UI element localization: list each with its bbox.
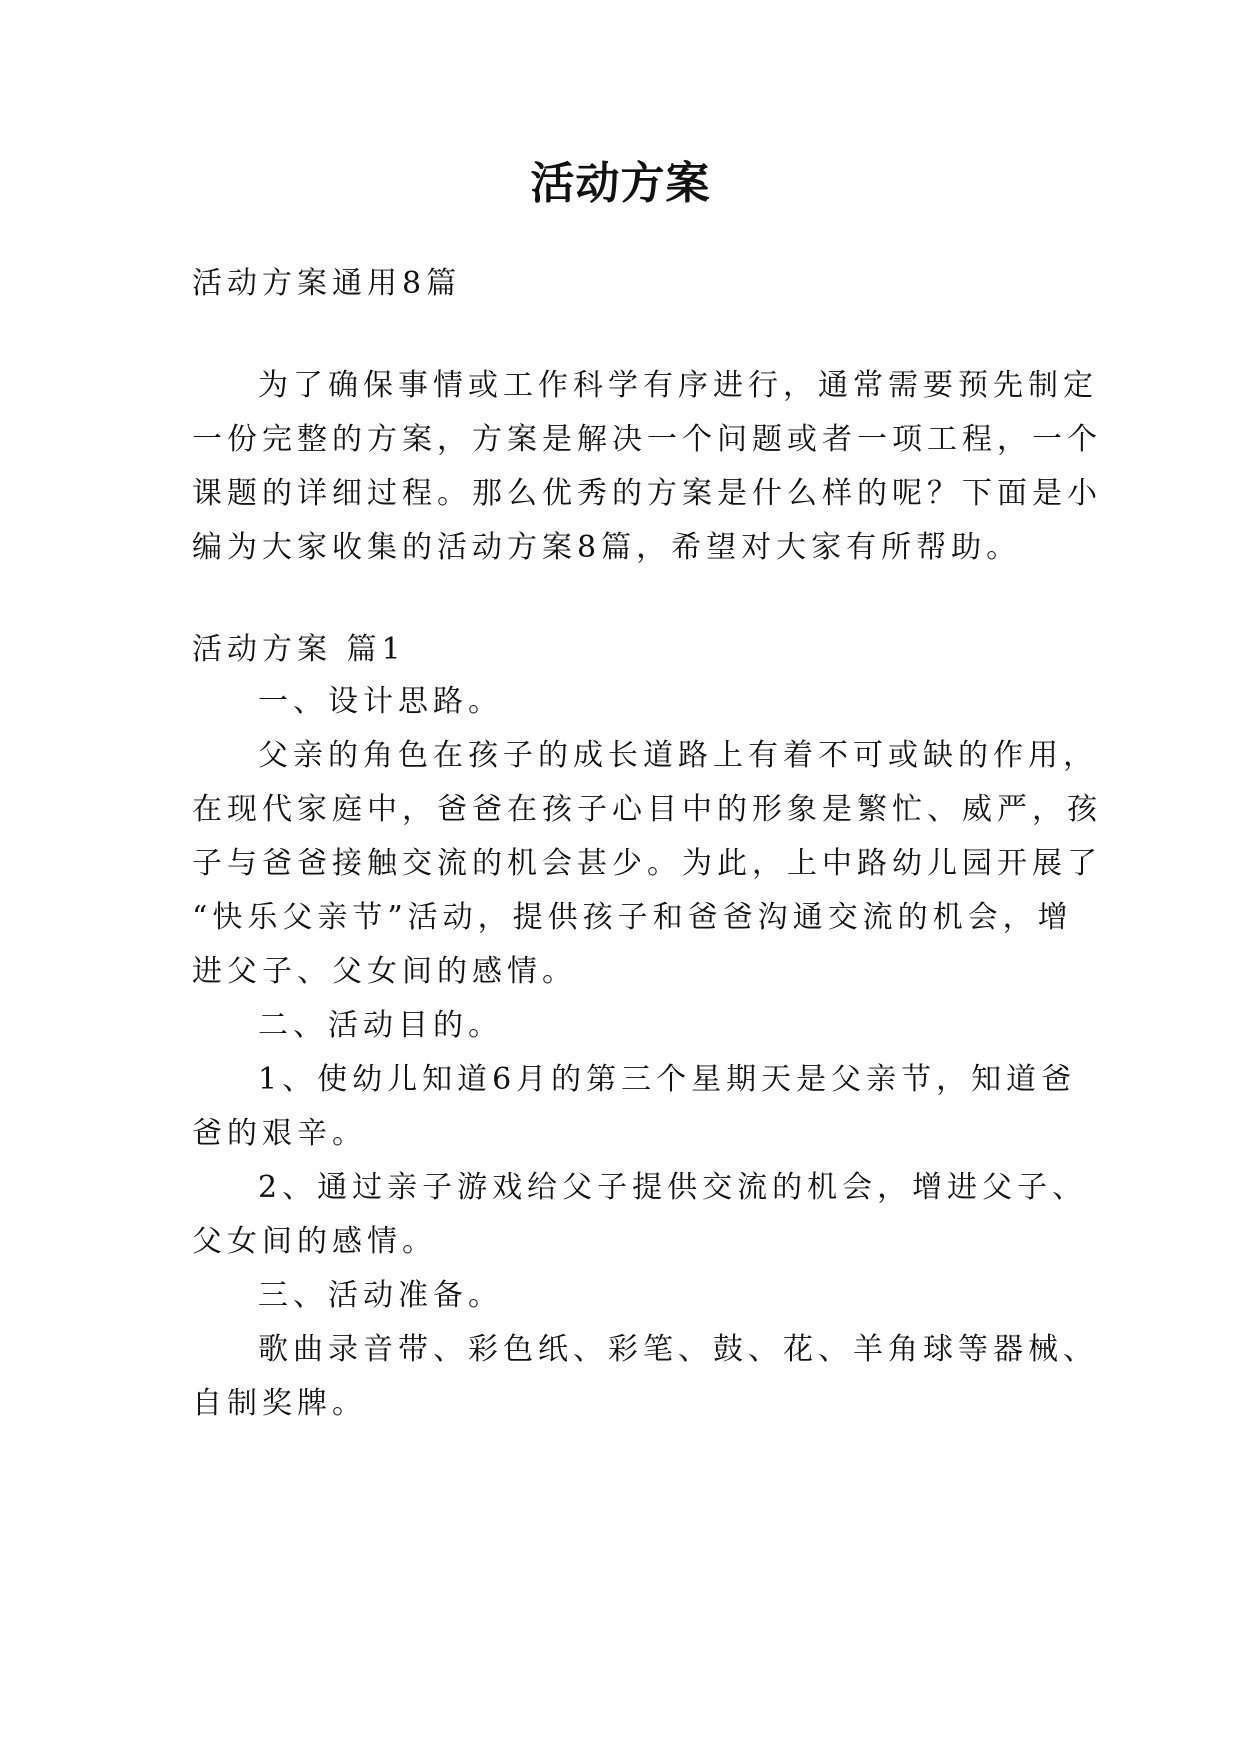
body-line: 进父子、父女间的感情。 bbox=[192, 954, 577, 989]
body-line: 二、活动目的。 bbox=[258, 1008, 503, 1043]
body-line: “快乐父亲节”活动，提供孩子和爸爸沟通交流的机会，增 bbox=[192, 900, 1073, 935]
body-line: 2、通过亲子游戏给父子提供交流的机会，增进父子、 bbox=[258, 1170, 1088, 1205]
intro-line: 课题的详细过程。那么优秀的方案是什么样的呢？下面是小 bbox=[192, 476, 1102, 511]
body-line: 子与爸爸接触交流的机会甚少。为此，上中路幼儿园开展了 bbox=[192, 846, 1102, 881]
body-line: 父亲的角色在孩子的成长道路上有着不可或缺的作用， bbox=[258, 738, 1098, 773]
body-line: 爸的艰辛。 bbox=[192, 1116, 367, 1151]
body-line: 在现代家庭中，爸爸在孩子心目中的形象是繁忙、威严，孩 bbox=[192, 792, 1102, 827]
body-line: 一、设计思路。 bbox=[258, 684, 503, 719]
intro-line: 一份完整的方案，方案是解决一个问题或者一项工程，一个 bbox=[192, 422, 1102, 457]
body-line: 歌曲录音带、彩色纸、彩笔、鼓、花、羊角球等器械、 bbox=[258, 1332, 1098, 1367]
document-title: 活动方案 bbox=[530, 158, 711, 209]
intro-line: 为了确保事情或工作科学有序进行，通常需要预先制定 bbox=[258, 368, 1098, 403]
body-line: 1、使幼儿知道6月的第三个星期天是父亲节，知道爸 bbox=[258, 1062, 1077, 1097]
body-line: 自制奖牌。 bbox=[192, 1386, 367, 1421]
intro-line: 编为大家收集的活动方案8篇，希望对大家有所帮助。 bbox=[192, 530, 1022, 565]
section-heading: 活动方案 篇1 bbox=[192, 632, 406, 667]
body-line: 三、活动准备。 bbox=[258, 1278, 503, 1313]
body-line: 父女间的感情。 bbox=[192, 1224, 437, 1259]
document-subtitle: 活动方案通用8篇 bbox=[192, 266, 462, 301]
